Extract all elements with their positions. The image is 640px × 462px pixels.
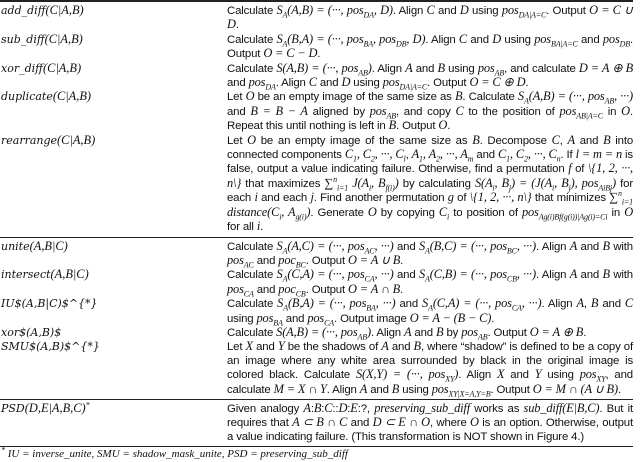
table-body [0, 2, 633, 447]
table-row [0, 134, 633, 235]
table-row [0, 340, 633, 397]
transformation-name: PSD(D,E|A,B,C)* [1, 400, 90, 415]
table-row [0, 62, 633, 91]
transformation-description: Calculate $S_A(C,A)$ = (···, pos$_{CA}$, ···) and $S_A(C,B)$ = (···, pos$_{CB}$, ···). Align A and B with pos$_{CA}$ and poc$_{CB}$. Output O = A ∩ B. [227, 267, 633, 299]
table-group [0, 238, 633, 399]
transformation-name: add_diff(C|A,B) [1, 3, 84, 17]
table-row [0, 240, 633, 269]
table-row [0, 90, 633, 133]
table-row [0, 297, 633, 326]
table-group [0, 2, 633, 237]
transformation-name: xor_diff(C|A,B) [1, 60, 82, 75]
transformation-name: rearrange(C|A,B) [1, 132, 96, 147]
table-row [0, 402, 633, 444]
transformation-name: intersect(A,B|C) [1, 267, 89, 282]
table-row [0, 326, 633, 340]
transformation-description: Calculate S(A,B) = (···, pos$_{AB}$). Align A and B using pos$_{AB}$, and calculate D = A ⊕ B and pos$_{DA}$. Align C and D using pos$_{DA|A=C}$. Output O = C ⊕ D. [227, 60, 634, 92]
transformation-name: SMU$(A,B)$^{*} [1, 340, 100, 354]
table-row [0, 268, 633, 297]
table-footnote: * IU = inverse_unite, SMU = shadow_mask_unite, PSD = preserving_sub_diff [1, 445, 348, 461]
table-row [0, 33, 633, 62]
transformation-description: Calculate S(A,B) = (···, pos$_{AB}$). Align A and B by pos$_{AB}$. Output O = A ⊕ B. [227, 324, 587, 342]
transformation-description: Given analogy A:B:C::D:E:?, preserving_sub_diff works as sub_diff(E|B,C). But it requires that A ⊂ B ∩ C and D ⊂ E ∩ O, where O is an option. Otherwise, output a value indicating failure. (This transformation is NOT shown in Figure 4.) [227, 400, 633, 443]
transformation-name: IU$(A,B|C)$^{*} [1, 297, 98, 311]
transformation-description: Calculate $S_A(B,A)$ = (···, pos$_{BA}$, ···) and $S_A(C,A)$ = (···, pos$_{CA}$, ···). Align A, B and C using pos$_{BA}$ and pos$_{CA}$. Output image O = A − (B − C). [227, 296, 634, 327]
transformation-description: Let X and Y be the shadows of A and B, where “shadow” is defined to be a copy of an image where any white area surrounded by black in the original image is colored black. Calculate S(X,Y) = (···, pos$_{XY}$). Align X and Y using pos$_{XY}$, and calculate M = X ∩ Y. Align A and B using pos$_{XY|X=A,Y=B}$. Output O = M ∩ (A ∪ B). [227, 339, 633, 399]
transformation-name: sub_diff(C|A,B) [1, 31, 83, 46]
transformation-name: duplicate(C|A,B) [1, 89, 92, 104]
table-row [0, 4, 633, 33]
transformation-description: Let O be an empty image of the same size as B. Decompose C, A and B into connected components $C_1$, $C_2$, ···, $C_l$, $A_1$, $A_2$, ···, $A_m$ and $C_1$, $C_2$, ···, $C_n$. If l = m = n is false, output a value indicating failure. Otherwise, find a permutation f of \{1, 2, ···, n\} that maximizes ∑$^n_{i=1}$ $J(A_i$, $B_{f(i)}$) by calculating $S(A_i$, $B_j) = (J(A_i$, $B_j$), pos$_{AiBj}$) for each i and each j. Find another permutation g of \{1, 2, ···, n\} that minimizes ∑$^n_{i=1}$ $distance(C_i$, $A_{g(i)}$). Generate O by copying $C_i$ to position of pos$_{Ag(i)Bf(g(i))|Ag(i)=Ci}$ in O for all i. [227, 132, 634, 234]
transformation-name: unite(A,B|C) [1, 238, 68, 253]
transformation-description: Calculate $S_A(B,A)$ = (···, pos$_{BA}$, pos$_{DB}$, D). Align C and D using pos$_{BA|A=C}$ and pos$_{DB}$. Output O = C − D. [227, 31, 634, 61]
transformation-name: xor$(A,B)$ [1, 325, 62, 339]
transformation-description: Calculate $S_A(A,C)$ = (···, pos$_{AC}$, ···) and $S_A(B,C)$ = (···, pos$_{BC}$, ···). Align A and B with pos$_{AC}$ and poc$_{BC}$. Output O = A ∪ B. [227, 238, 633, 270]
transformation-description: Let O be an empty image of the same size as B. Calculate $S_A(A,B)$ = (···, pos$_{AB}$, ···) and B = B − A aligned by pos$_{AB}$, and copy C to the position of pos$_{AB|A=C}$ in O. Repeat this until nothing is left in B. Output O. [227, 89, 633, 133]
table-group [0, 400, 633, 446]
transformation-description: Calculate $S_A(A,B)$ = (···, pos$_{DA}$, D). Align C and D using pos$_{DA|A=C}$. Output O = C ∪ D. [227, 3, 633, 32]
